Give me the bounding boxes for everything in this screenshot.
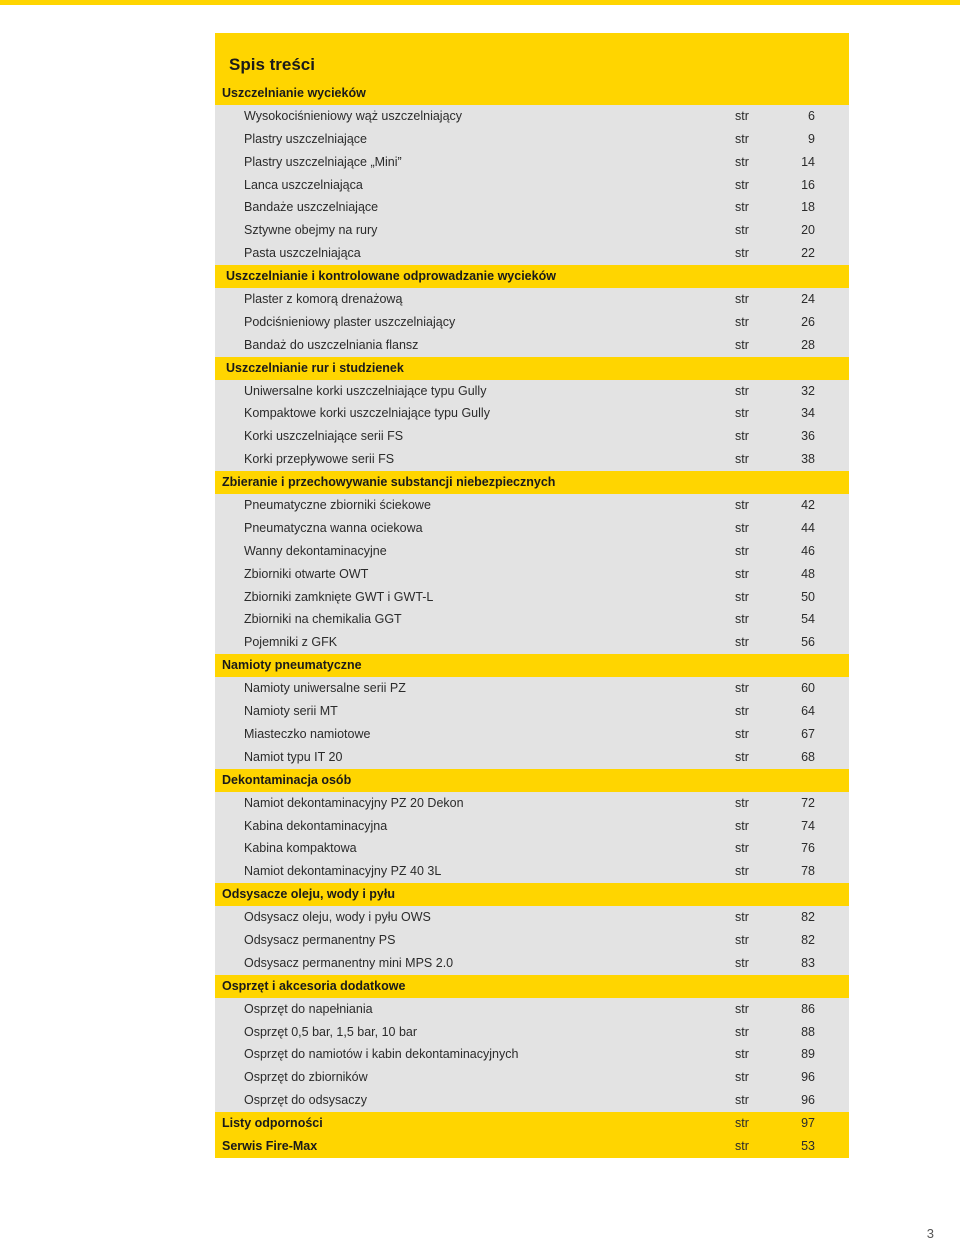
- str-label: str: [735, 681, 749, 696]
- entry-label: Pneumatyczne zbiorniki ściekowe: [244, 498, 431, 513]
- toc-entry-row[interactable]: [215, 196, 849, 219]
- section-heading: Odsysacze oleju, wody i pyłu: [222, 887, 395, 902]
- page-ref: 14: [801, 154, 815, 169]
- toc-entry-row[interactable]: [215, 242, 849, 265]
- page-ref: 46: [801, 543, 815, 558]
- section-heading: Serwis Fire-Max: [222, 1138, 318, 1153]
- section-heading: Zbieranie i przechowywanie substancji niebezpiecznych: [222, 475, 556, 490]
- toc-entry-row[interactable]: [215, 952, 849, 975]
- toc-section-row[interactable]: [215, 265, 849, 288]
- str-label: str: [735, 1116, 749, 1131]
- page-ref: 28: [801, 337, 815, 352]
- str-label: str: [735, 108, 749, 123]
- str-label: str: [735, 864, 749, 879]
- toc-entry-row[interactable]: [215, 815, 849, 838]
- page-ref: 89: [801, 1047, 815, 1062]
- toc-entry-row[interactable]: [215, 700, 849, 723]
- entry-label: Odsysacz permanentny PS: [244, 932, 396, 947]
- toc-entry-row[interactable]: [215, 288, 849, 311]
- toc-entry-row[interactable]: [215, 402, 849, 425]
- str-label: str: [735, 795, 749, 810]
- str-label: str: [735, 131, 749, 146]
- str-label: str: [735, 543, 749, 558]
- toc-section-row[interactable]: [215, 975, 849, 998]
- str-label: str: [735, 818, 749, 833]
- entry-label: Pneumatyczna wanna ociekowa: [244, 520, 423, 535]
- page-ref: 64: [801, 704, 815, 719]
- page-ref: 86: [801, 1001, 815, 1016]
- page-ref: 54: [801, 612, 815, 627]
- str-label: str: [735, 704, 749, 719]
- str-label: str: [735, 223, 749, 238]
- toc-entry-row[interactable]: [215, 906, 849, 929]
- page-ref: 67: [801, 726, 815, 741]
- page-ref: 82: [801, 932, 815, 947]
- str-label: str: [735, 910, 749, 925]
- entry-label: Osprzęt do zbiorników: [244, 1070, 368, 1085]
- page-ref: 36: [801, 429, 815, 444]
- str-label: str: [735, 635, 749, 650]
- str-label: str: [735, 1138, 749, 1153]
- section-heading: Uszczelnianie rur i studzienek: [226, 360, 404, 375]
- page-ref: 72: [801, 795, 815, 810]
- str-label: str: [735, 589, 749, 604]
- entry-label: Kompaktowe korki uszczelniające typu Gully: [244, 406, 490, 421]
- entry-label: Zbiorniki zamknięte GWT i GWT-L: [244, 589, 434, 604]
- page-ref: 26: [801, 314, 815, 329]
- entry-label: Uniwersalne korki uszczelniające typu Gully: [244, 383, 487, 398]
- page-ref: 53: [801, 1138, 815, 1153]
- str-label: str: [735, 841, 749, 856]
- toc-entry-row[interactable]: [215, 677, 849, 700]
- entry-label: Namiot dekontaminacyjny PZ 20 Dekon: [244, 795, 464, 810]
- str-label: str: [735, 292, 749, 307]
- entry-label: Wysokociśnieniowy wąż uszczelniający: [244, 108, 463, 123]
- entry-label: Pasta uszczelniająca: [244, 246, 361, 261]
- toc-entry-row[interactable]: [215, 929, 849, 952]
- entry-label: Osprzęt do namiotów i kabin dekontaminacyjnych: [244, 1047, 519, 1062]
- str-label: str: [735, 429, 749, 444]
- toc-section-row[interactable]: [215, 471, 849, 494]
- page-ref: 78: [801, 864, 815, 879]
- page-ref: 96: [801, 1070, 815, 1085]
- page-ref: 83: [801, 955, 815, 970]
- str-label: str: [735, 246, 749, 261]
- toc-section-row[interactable]: [215, 654, 849, 677]
- str-label: str: [735, 177, 749, 192]
- toc-entry-row[interactable]: [215, 631, 849, 654]
- entry-label: Miasteczko namiotowe: [244, 726, 371, 741]
- str-label: str: [735, 520, 749, 535]
- page-ref: 74: [801, 818, 815, 833]
- toc-entry-row[interactable]: [215, 540, 849, 563]
- entry-label: Namioty serii MT: [244, 704, 338, 719]
- page-ref: 68: [801, 749, 815, 764]
- entry-label: Lanca uszczelniająca: [244, 177, 363, 192]
- str-label: str: [735, 383, 749, 398]
- toc-entry-row[interactable]: [215, 860, 849, 883]
- page-ref: 50: [801, 589, 815, 604]
- section-heading: Osprzęt i akcesoria dodatkowe: [222, 978, 406, 993]
- toc-entry-row[interactable]: [215, 563, 849, 586]
- entry-label: Korki przepływowe serii FS: [244, 452, 395, 467]
- str-label: str: [735, 726, 749, 741]
- toc-entry-row[interactable]: [215, 1043, 849, 1066]
- entry-label: Podciśnieniowy plaster uszczelniający: [244, 314, 456, 329]
- page-ref: 32: [801, 383, 815, 398]
- entry-label: Plastry uszczelniające: [244, 131, 367, 146]
- toc-entry-row[interactable]: [215, 219, 849, 242]
- toc-section-row[interactable]: [215, 357, 849, 380]
- toc-entry-row[interactable]: [215, 837, 849, 860]
- page-ref: 22: [801, 246, 815, 261]
- page-ref: 56: [801, 635, 815, 650]
- toc-header: [215, 33, 849, 82]
- toc-entry-row[interactable]: [215, 517, 849, 540]
- str-label: str: [735, 749, 749, 764]
- str-label: str: [735, 612, 749, 627]
- str-label: str: [735, 337, 749, 352]
- entry-label: Namiot dekontaminacyjny PZ 40 3L: [244, 864, 442, 879]
- toc-entry-row[interactable]: [215, 311, 849, 334]
- toc-entry-row[interactable]: [215, 151, 849, 174]
- page-ref: 16: [801, 177, 815, 192]
- toc-section-row[interactable]: [215, 1112, 849, 1135]
- toc-entry-row[interactable]: [215, 425, 849, 448]
- entry-label: Plaster z komorą drenażową: [244, 292, 403, 307]
- str-label: str: [735, 452, 749, 467]
- entry-label: Zbiorniki na chemikalia GGT: [244, 612, 402, 627]
- str-label: str: [735, 406, 749, 421]
- str-label: str: [735, 154, 749, 169]
- str-label: str: [735, 314, 749, 329]
- entry-label: Osprzęt do odsysaczy: [244, 1093, 367, 1108]
- entry-label: Kabina dekontaminacyjna: [244, 818, 388, 833]
- str-label: str: [735, 1024, 749, 1039]
- entry-label: Wanny dekontaminacyjne: [244, 543, 387, 558]
- page-ref: 42: [801, 498, 815, 513]
- str-label: str: [735, 566, 749, 581]
- toc-section-row[interactable]: [215, 769, 849, 792]
- section-heading: Uszczelnianie i kontrolowane odprowadzanie wycieków: [226, 269, 556, 284]
- toc-entry-row[interactable]: [215, 1021, 849, 1044]
- page-ref: 34: [801, 406, 815, 421]
- top-accent-rule: [0, 0, 960, 5]
- section-heading: Dekontaminacja osób: [222, 772, 352, 787]
- entry-label: Namiot typu IT 20: [244, 749, 343, 764]
- str-label: str: [735, 1070, 749, 1085]
- entry-label: Plastry uszczelniające „Mini”: [244, 154, 402, 169]
- entry-label: Kabina kompaktowa: [244, 841, 357, 856]
- toc-entry-row[interactable]: [215, 128, 849, 151]
- page-ref: 76: [801, 841, 815, 856]
- toc-entry-row[interactable]: [215, 608, 849, 631]
- str-label: str: [735, 1093, 749, 1108]
- entry-label: Odsysacz oleju, wody i pyłu OWS: [244, 910, 431, 925]
- str-label: str: [735, 932, 749, 947]
- toc-entry-row[interactable]: [215, 380, 849, 403]
- entry-label: Sztywne obejmy na rury: [244, 223, 378, 238]
- page-ref: 6: [808, 108, 815, 123]
- toc-rows: [215, 82, 849, 1158]
- entry-label: Korki uszczelniające serii FS: [244, 429, 404, 444]
- entry-label: Zbiorniki otwarte OWT: [244, 566, 369, 581]
- toc-section-row[interactable]: [215, 883, 849, 906]
- toc-entry-row[interactable]: [215, 448, 849, 471]
- entry-label: Bandaż do uszczelniania flansz: [244, 337, 419, 352]
- page-ref: 60: [801, 681, 815, 696]
- str-label: str: [735, 200, 749, 215]
- toc-entry-row[interactable]: [215, 334, 849, 357]
- str-label: str: [735, 498, 749, 513]
- table-of-contents: [215, 33, 849, 1158]
- entry-label: Namioty uniwersalne serii PZ: [244, 681, 406, 696]
- toc-entry-row[interactable]: [215, 105, 849, 128]
- toc-section-row[interactable]: [215, 82, 849, 105]
- str-label: str: [735, 1047, 749, 1062]
- entry-label: Bandaże uszczelniające: [244, 200, 379, 215]
- toc-section-row[interactable]: [215, 1135, 849, 1158]
- toc-title: Spis treści: [229, 55, 315, 74]
- page-ref: 82: [801, 910, 815, 925]
- toc-entry-row[interactable]: [215, 792, 849, 815]
- str-label: str: [735, 1001, 749, 1016]
- toc-entry-row[interactable]: [215, 1089, 849, 1112]
- toc-entry-row[interactable]: [215, 1066, 849, 1089]
- toc-entry-row[interactable]: [215, 494, 849, 517]
- toc-entry-row[interactable]: [215, 723, 849, 746]
- page-ref: 38: [801, 452, 815, 467]
- toc-entry-row[interactable]: [215, 746, 849, 769]
- entry-label: Osprzęt 0,5 bar, 1,5 bar, 10 bar: [244, 1024, 418, 1039]
- page-ref: 20: [801, 223, 815, 238]
- section-heading: Namioty pneumatyczne: [222, 658, 362, 673]
- page-number: 3: [926, 1226, 934, 1241]
- page-ref: 9: [808, 131, 815, 146]
- page-ref: 88: [801, 1024, 815, 1039]
- page-ref: 18: [801, 200, 815, 215]
- toc-entry-row[interactable]: [215, 174, 849, 197]
- section-heading: Listy odporności: [222, 1116, 323, 1131]
- toc-entry-row[interactable]: [215, 998, 849, 1021]
- entry-label: Pojemniki z GFK: [244, 635, 338, 650]
- entry-label: Odsysacz permanentny mini MPS 2.0: [244, 955, 454, 970]
- str-label: str: [735, 955, 749, 970]
- page-ref: 44: [801, 520, 815, 535]
- entry-label: Osprzęt do napełniania: [244, 1001, 373, 1016]
- page-ref: 96: [801, 1093, 815, 1108]
- page-ref: 24: [801, 292, 815, 307]
- page-ref: 48: [801, 566, 815, 581]
- toc-entry-row[interactable]: [215, 586, 849, 609]
- section-heading: Uszczelnianie wycieków: [222, 86, 366, 100]
- page-ref: 97: [801, 1116, 815, 1131]
